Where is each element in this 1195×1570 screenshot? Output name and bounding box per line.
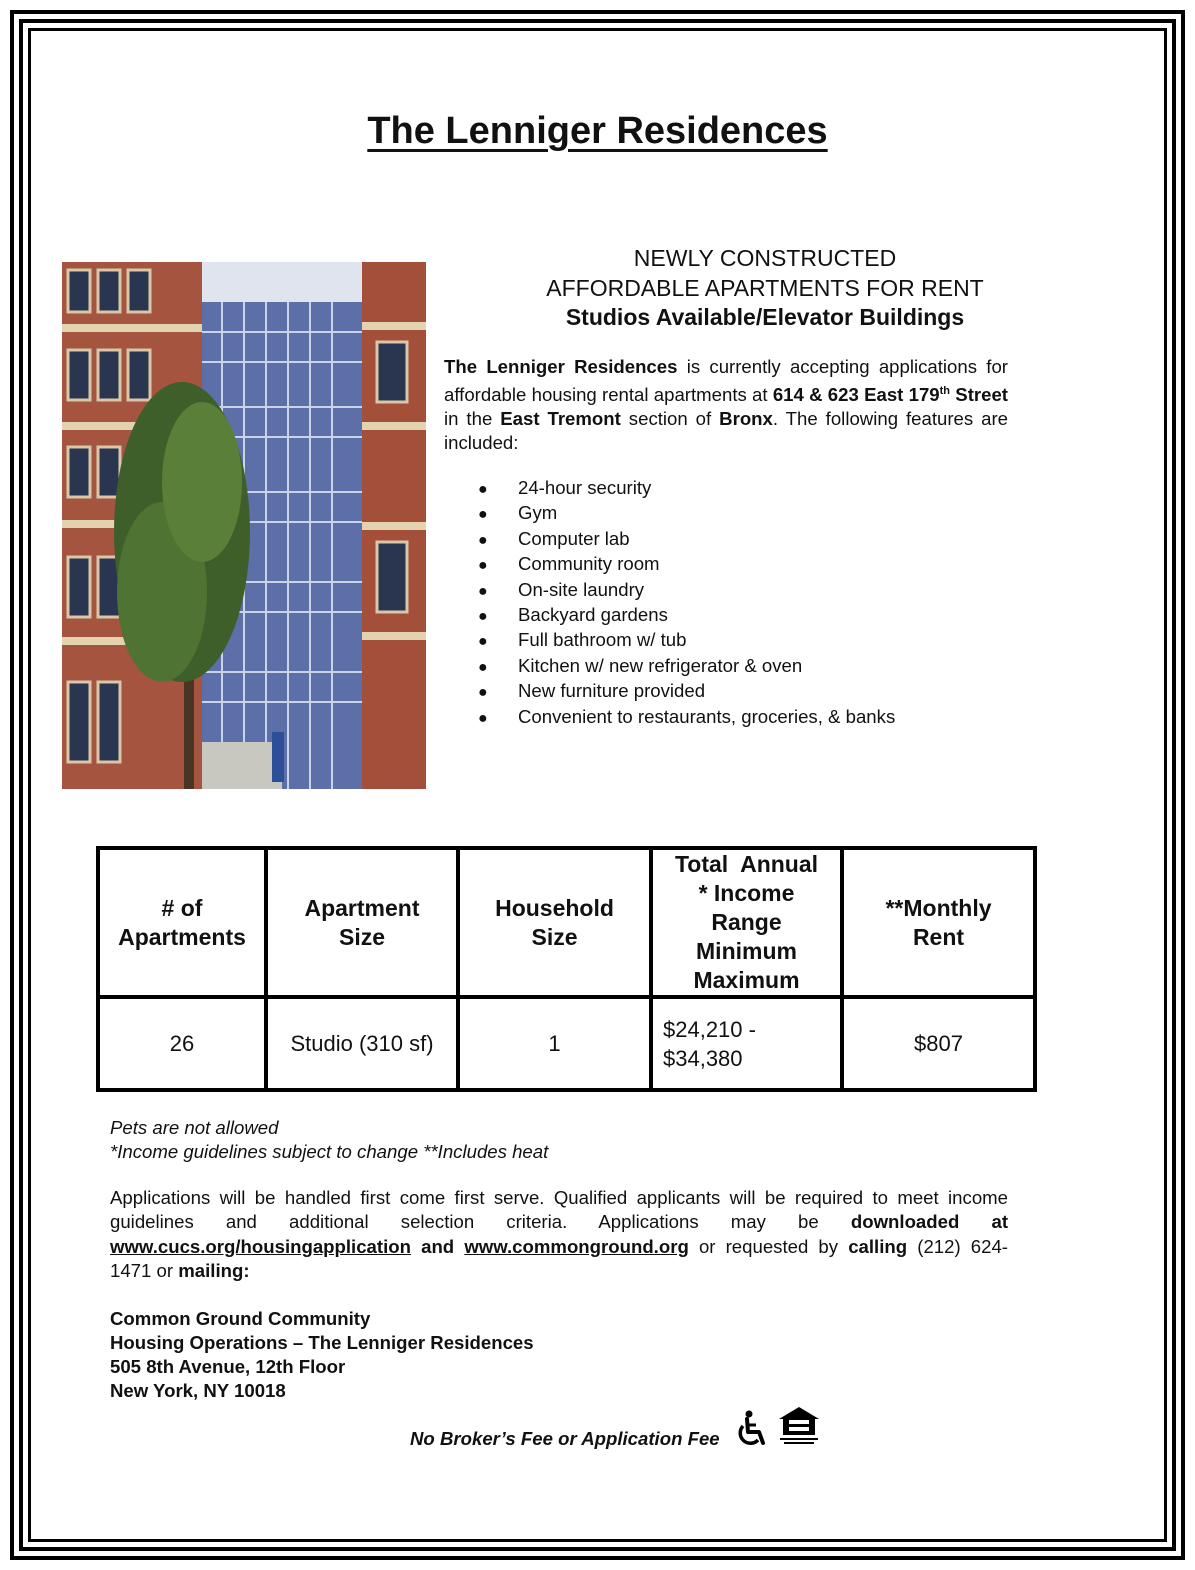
phone-number: (212) 624-1471 or (110, 1235, 1009, 1282)
feature-item: ● Community room (478, 551, 895, 576)
bullet-icon: ● (478, 684, 488, 702)
building-illustration (62, 262, 426, 789)
link-commonground[interactable]: www.commonground.org (464, 1235, 689, 1257)
headline (440, 244, 1090, 333)
footer-note: No Broker’s Fee or Application Fee (410, 1428, 720, 1449)
header-monthly-rent: **Monthly Rent (842, 848, 1035, 997)
application-paragraph: Applications will be handled first come first serve. Qualified applicants will be required to meet income guidelines and additional selection criteria. Applications may be downloaded at www.cucs.org/housingapplication and www.commonground.org or requested by calling (212) 624-1471 or mailing: (110, 1187, 1009, 1282)
intro-text-1: is currently accepting applications for affordable housing rental apartments at (444, 356, 1008, 406)
wheelchair-accessible-icon (734, 1410, 770, 1448)
feature-item: ● Computer lab (478, 526, 895, 551)
bullet-icon: ● (478, 506, 488, 524)
header-income-range: Total Annual * Income Range Minimum Maximum (651, 848, 842, 997)
intro-section: East Tremont (500, 408, 621, 430)
bullet-icon: ● (478, 557, 488, 575)
note-guidelines: *Income guidelines subject to change **Includes heat (110, 1141, 549, 1162)
table-header-row (98, 848, 1035, 997)
cell-monthly-rent: $807 (842, 997, 1035, 1090)
cell-household-size: 1 (458, 997, 651, 1090)
page-title: The Lenniger Residences (367, 110, 828, 152)
header-apartments: # of Apartments (98, 848, 266, 997)
units-table (96, 846, 1037, 1092)
intro-borough: Bronx (719, 408, 773, 430)
cell-apartments: 26 (98, 997, 266, 1090)
building-photo (62, 262, 426, 789)
header-household-size: Household Size (458, 848, 651, 997)
feature-item: ● Gym (478, 500, 895, 525)
note-pets: Pets are not allowed (110, 1117, 279, 1138)
intro-sup: th (939, 385, 951, 397)
features-list (478, 475, 895, 729)
headline-line-1: NEWLY CONSTRUCTED (633, 245, 897, 271)
table-row (98, 997, 1035, 1090)
bullet-icon: ● (478, 658, 488, 676)
notes (110, 1116, 548, 1164)
downloaded-label: downloaded at (850, 1211, 1009, 1233)
intro-name: The Lenniger Residences (444, 356, 678, 377)
bullet-icon: ● (478, 633, 488, 651)
mailing-address: Common Ground Community Housing Operations – The Lenniger Residences 505 8th Avenue, 12th Floor New York, NY 10018 (110, 1308, 534, 1401)
feature-item: ● New furniture provided (478, 678, 895, 703)
feature-item: ● Kitchen w/ new refrigerator & oven (478, 653, 895, 678)
intro-address: 614 & 623 East 179 (772, 384, 940, 406)
link-cucs[interactable]: www.cucs.org/housingapplication (110, 1235, 411, 1257)
headline-line-3: Studios Available/Elevator Buildings (565, 304, 965, 330)
intro-text-3: section of (620, 408, 720, 430)
headline-line-2: AFFORDABLE APARTMENTS FOR RENT (546, 274, 984, 301)
bullet-icon: ● (478, 582, 488, 600)
intro-street: Street (950, 384, 1008, 406)
feature-item: ● Convenient to restaurants, groceries, & banks (478, 704, 895, 729)
intro-text-4: . The following features are included: (444, 408, 1009, 454)
feature-item: ● 24-hour security (478, 475, 895, 500)
intro-paragraph (444, 355, 1008, 455)
cell-apartment-size: Studio (310 sf) (266, 997, 458, 1090)
cell-income-range: $24,210 - $34,380 (651, 997, 842, 1090)
feature-item: ● Full bathroom w/ tub (478, 627, 895, 652)
header-apartment-size: Apartment Size (266, 848, 458, 997)
bullet-icon: ● (478, 709, 488, 727)
feature-item: ● On-site laundry (478, 577, 895, 602)
bullet-icon: ● (478, 531, 488, 549)
bullet-icon: ● (478, 607, 488, 625)
intro-text-2: in the (444, 408, 501, 430)
feature-item: ● Backyard gardens (478, 602, 895, 627)
bullet-icon: ● (478, 481, 488, 498)
equal-housing-opportunity-icon (776, 1405, 822, 1447)
